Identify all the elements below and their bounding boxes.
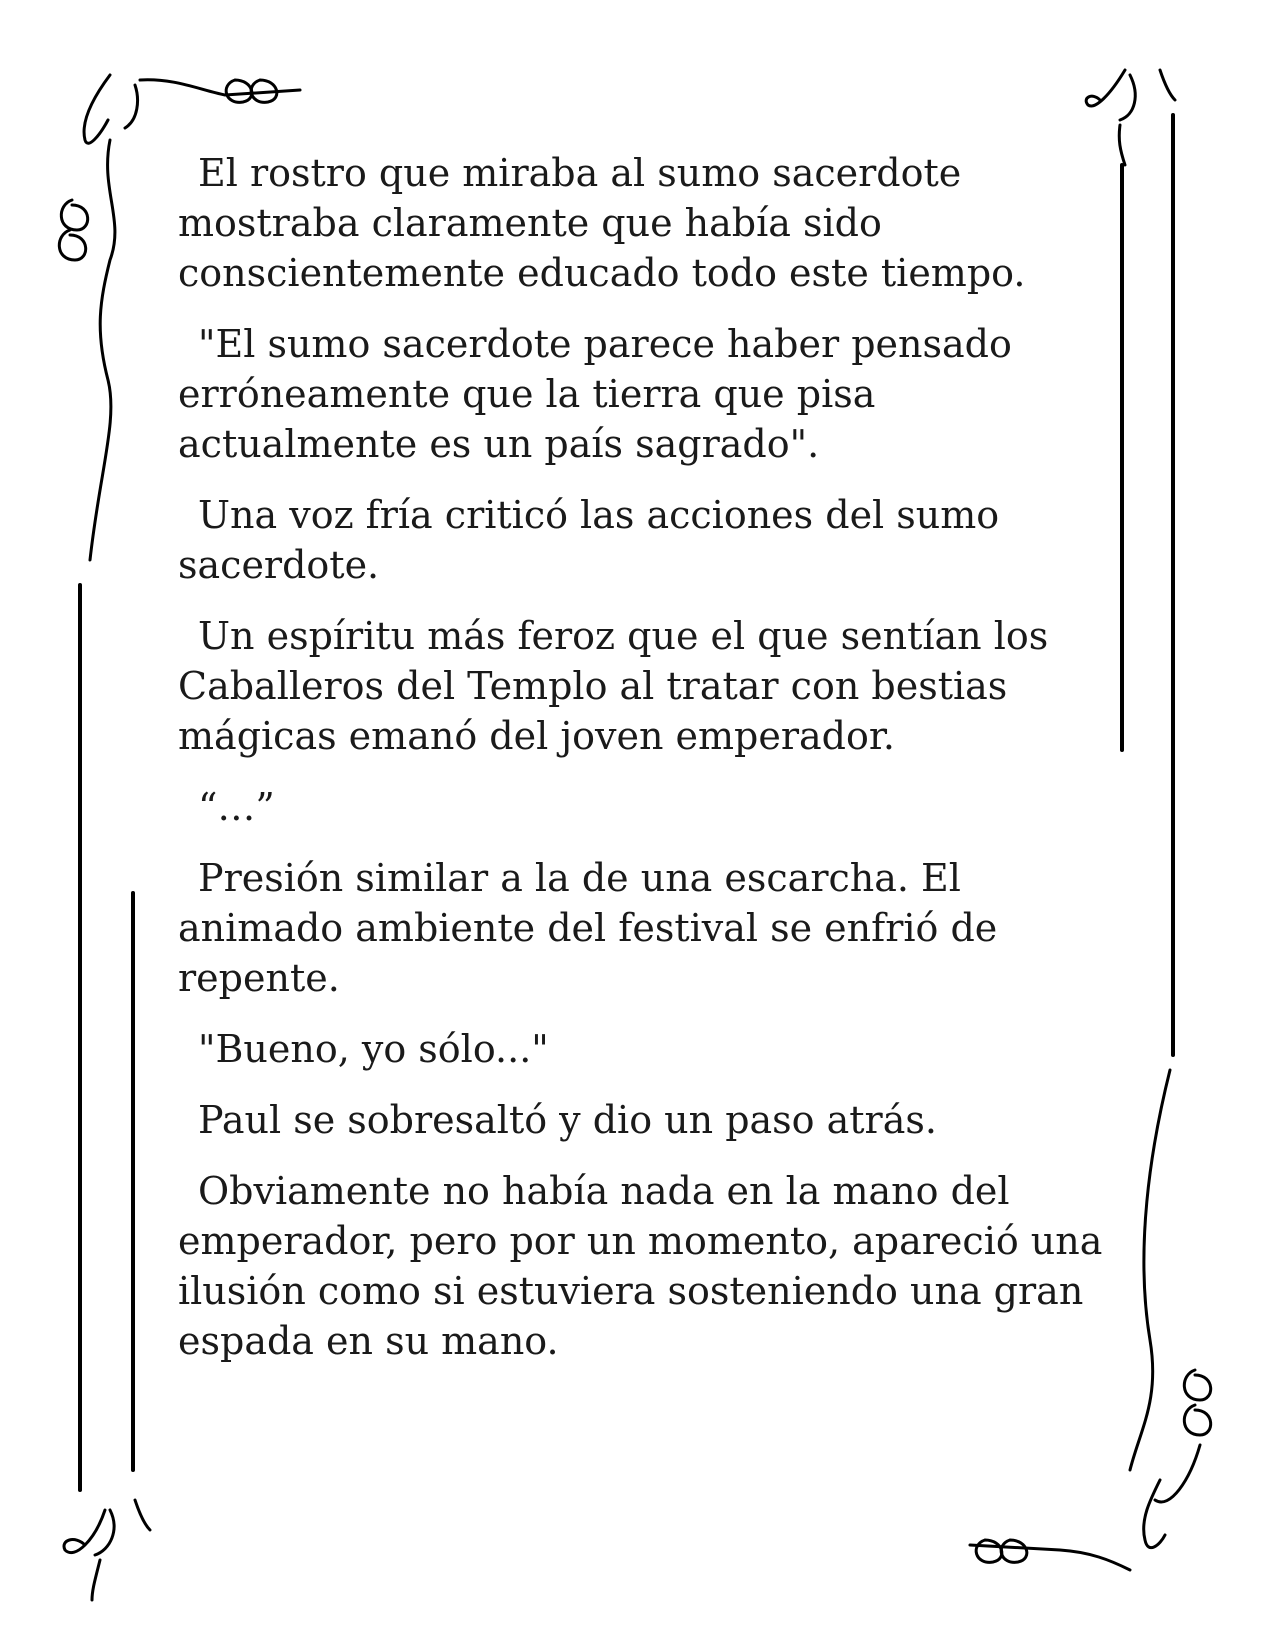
paragraph: "Bueno, yo sólo..." [198,1027,549,1071]
paragraph: “…” [198,785,275,829]
paragraph: Presión similar a la de una escarcha. El animado ambiente del festival se enfrió de repente. [178,856,998,1000]
story-text [178,148,1113,1387]
bottom-left-flourish-icon [64,1500,150,1600]
paragraph: "El sumo sacerdote parece haber pensado erróneamente que la tierra que pisa actualmente es un país sagrado". [178,322,1012,466]
paragraph: Una voz fría criticó las acciones del sumo sacerdote. [178,493,1000,587]
paragraph: Un espíritu más feroz que el que sentían los Caballeros del Templo al tratar con bestias mágicas emanó del joven emperador. [178,614,1049,758]
paragraph: Obviamente no había nada en la mano del emperador, pero por un momento, apareció una ilusión como si estuviera sosteniendo una gran espada en su mano. [178,1169,1103,1363]
paragraph: El rostro que miraba al sumo sacerdote mostraba claramente que había sido conscientemente educado todo este tiempo. [178,151,1026,295]
paragraph: Paul se sobresaltó y dio un paso atrás. [198,1098,937,1142]
